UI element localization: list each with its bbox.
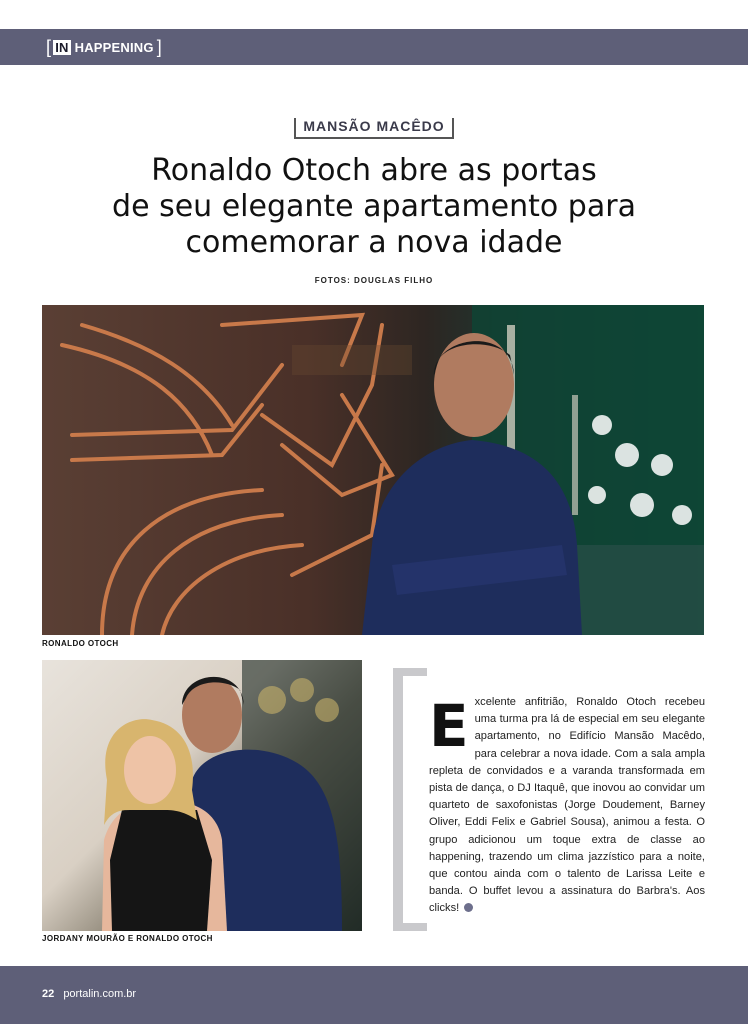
kicker: [0, 118, 748, 139]
photo-credit: FOTOS: DOUGLAS FILHO: [314, 276, 434, 285]
headline-line-2: de seu elegante apartamento para: [112, 189, 636, 224]
headline-line-3: comemorar a nova idade: [185, 225, 563, 260]
headline: [60, 153, 688, 261]
footer: [42, 988, 136, 1000]
article-body-text: xcelente anfitrião, Ronaldo Otoch recebeu uma turma pra lá de especial em seu elegante apartamento, no Edifício Mansão Macêdo, para celebrar a nova idade. Com a sala ampla repleta de convidados e a varanda transformada em pista de dança, o DJ Itaquê, que inovou ao convidar um quarteto de saxofonistas (Jorge Doudement, Barney Oliver, Eddi Felix e Gabriel Sousa), animou a festa. O grupo adicionou um toque extra de classe ao happening, trazendo um clima jazzístico para a noite, que contou ainda com o talento de Larissa Leite e banda. O buffet levou a assinatura do Barbra's. Aos clicks!: [429, 696, 705, 915]
wall-light-icon: [292, 345, 412, 375]
end-mark-icon: [464, 903, 473, 912]
quote-bracket: [393, 668, 427, 931]
main-photo: [42, 305, 704, 635]
main-photo-illustration: [42, 305, 704, 635]
buffet-table-icon: [562, 545, 704, 635]
main-photo-caption: RONALDO OTOCH: [42, 639, 119, 648]
site-url: portalin.com.br: [63, 988, 137, 1000]
headline-line-1: Ronaldo Otoch abre as portas: [151, 153, 597, 188]
section-tag: [42, 38, 166, 56]
bracket-left-icon: [: [46, 37, 52, 57]
page-number: 22: [42, 988, 55, 1000]
candle-icon: [572, 395, 578, 515]
second-photo-caption: JORDANY MOURÃO E RONALDO OTOCH: [42, 934, 213, 943]
drop-cap: E: [429, 692, 469, 760]
second-photo-illustration: [42, 660, 362, 931]
second-photo: [42, 660, 362, 931]
kicker-label: MANSÃO MACÊDO: [294, 118, 453, 139]
article-body: [429, 694, 705, 918]
bottom-bar: [0, 966, 748, 1024]
section-name: HAPPENING: [74, 39, 154, 55]
top-section-bar: [0, 29, 748, 65]
bracket-right-icon: ]: [156, 37, 162, 57]
section-prefix: IN: [55, 39, 69, 55]
